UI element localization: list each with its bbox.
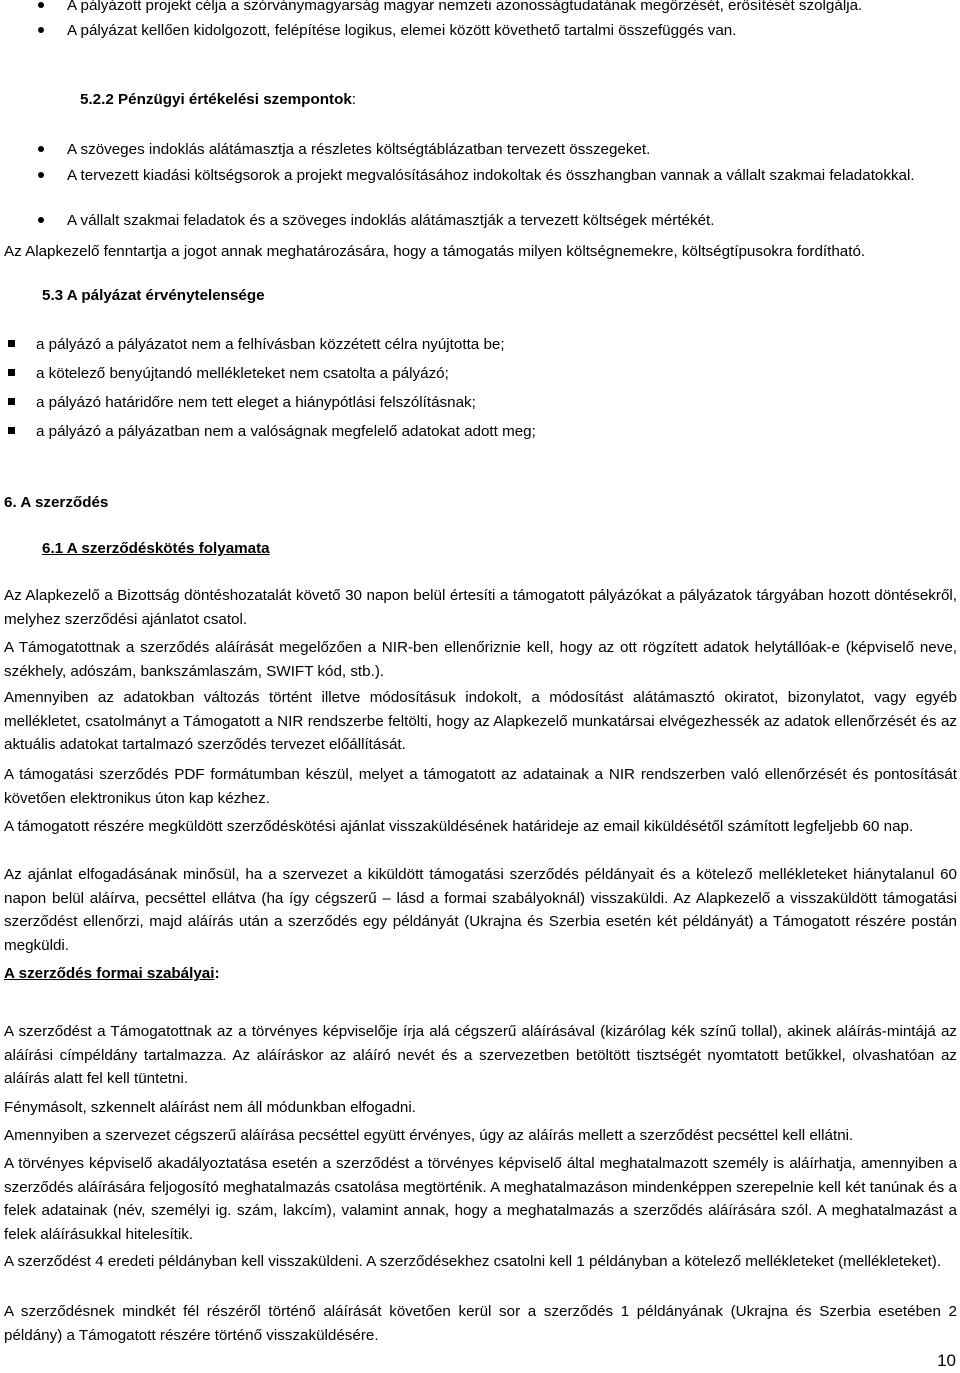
- square-bullet-icon: [8, 398, 15, 405]
- square-bullet-icon: [8, 340, 15, 347]
- bullet-dot-icon: [38, 172, 44, 178]
- paragraph: A szerződést a Támogatottnak az a törvényes képviselője írja alá cégszerű aláírásával (kizárólag kék színű tollal), akinek aláírás-mintájá az aláírási címpéldány tartalmazza. Az aláíráskor az aláíró nevét és a szervezetben betöltött tisztségét nyomtatott betűkkel, olvashatóan az aláírás alatt fel kell tüntetni.: [4, 1023, 957, 1087]
- bullet-text: A vállalt szakmai feladatok és a szöveges indoklás alátámasztják a tervezett költségek mértékét.: [67, 212, 715, 229]
- paragraph: A Támogatottnak a szerződés aláírását megelőzően a NIR-ben ellenőriznie kell, hogy az ott rögzített adatok helytállóak-e (képviselő neve, székhely, adószám, bankszámlaszám, SWIFT kód, stb.).: [4, 639, 957, 680]
- bullet-text: A pályázott projekt célja a szórványmagyarság magyar nemzeti azonosságtudatának megőrzését, erősítését szolgálja.: [67, 0, 863, 14]
- square-bullet-icon: [8, 427, 15, 434]
- paragraph: Az ajánlat elfogadásának minősül, ha a szervezet a kiküldött támogatási szerződés példányait és a kötelező mellékleteket hiánytalanul 60 napon belül aláírva, pecséttel ellátva (ha így cégszerű – lásd a formai szabályoknál) visszaküldi. Az Alapkezelő a visszaküldött támogatási szerződést ellenőrzi, majd aláírás után a szerződés egy példányát (Ukrajna és Szerbia esetén két példányát) a Támogatott részére postán megküldi.: [4, 866, 957, 954]
- section-522-note: Az Alapkezelő fenntartja a jogot annak meghatározására, hogy a támogatás milyen költségnemekre, költségtípusokra fordítható.: [4, 243, 866, 260]
- paragraph: A támogatott részére megküldött szerződéskötési ajánlat visszaküldésének határideje az email kiküldésétől számított legfeljebb 60 nap.: [4, 818, 914, 835]
- bullet-text: A pályázat kellően kidolgozott, felépítése logikus, elemei között követhető tartalmi összefüggés van.: [67, 22, 737, 39]
- paragraph: Amennyiben az adatokban változás történt illetve módosításuk indokolt, a módosítást alátámasztó okiratot, bizonylatot, vagy egyéb mellékletet, csatolmányt a Támogatott a NIR rendszerbe feltölti, hogy az Alapkezelő munkatársai elvégezhessék az adatok ellenőrzését és az aktuális adatokat tartalmazó szerződés tervezet előállítását.: [4, 689, 957, 753]
- page-number: 10: [937, 1351, 956, 1370]
- paragraph: Fénymásolt, szkennelt aláírást nem áll módunkban elfogadni.: [4, 1099, 416, 1116]
- bullet-dot-icon: [38, 27, 44, 33]
- bullet-dot-icon: [38, 2, 44, 8]
- list-item-text: a kötelező benyújtandó mellékleteket nem csatolta a pályázó;: [36, 365, 449, 382]
- bullet-text: A szöveges indoklás alátámasztja a részletes költségtáblázatban tervezett összegeket.: [67, 141, 651, 158]
- paragraph: A szerződést 4 eredeti példányban kell visszaküldeni. A szerződésekhez csatolni kell 1 példányban a kötelező mellékleteket (mellékleteket).: [4, 1253, 942, 1270]
- section-61-heading: 6.1 A szerződéskötés folyamata: [42, 540, 270, 557]
- list-item-text: a pályázó a pályázatot nem a felhívásban közzétett célra nyújtotta be;: [36, 336, 505, 353]
- paragraph: A támogatási szerződés PDF formátumban készül, melyet a támogatott az adatainak a NIR rendszerben való ellenőrzését és pontosítását követően elektronikus úton kap kézhez.: [4, 766, 957, 807]
- square-bullet-icon: [8, 369, 15, 376]
- section-53-heading: 5.3 A pályázat érvénytelensége: [42, 287, 265, 304]
- section-522-heading: 5.2.2 Pénzügyi értékelési szempontok:: [80, 91, 357, 108]
- list-item-text: a pályázó határidőre nem tett eleget a hiánypótlási felszólításnak;: [36, 394, 476, 411]
- bullet-text: A tervezett kiadási költségsorok a projekt megvalósításához indokoltak és összhangban vannak a vállalt szakmai feladatokkal.: [67, 167, 915, 184]
- bullet-dot-icon: [38, 146, 44, 152]
- paragraph: A szerződésnek mindkét fél részéről történő aláírását követően kerül sor a szerződés 1 példányának (Ukrajna és Szerbia esetében 2 példány) a Támogatott részére történő visszaküldésére.: [4, 1303, 957, 1344]
- bullet-dot-icon: [38, 217, 44, 223]
- paragraph: Az Alapkezelő a Bizottság döntéshozatalát követő 30 napon belül értesíti a támogatott pályázókat a pályázatok tárgyában hozott döntésekről, melyhez szerződési ajánlatot csatol.: [4, 587, 957, 628]
- list-item-text: a pályázó a pályázatban nem a valóságnak megfelelő adatokat adott meg;: [36, 423, 536, 440]
- formal-rules-heading: A szerződés formai szabályai:: [4, 965, 220, 982]
- paragraph: A törvényes képviselő akadályoztatása esetén a szerződést a törvényes képviselő által meghatalmazott személy is aláírhatja, amennyiben a szerződés aláírására feljogosító meghatalmazás csatolása megtörténik. A meghatalmazáson mindenképpen szerepelnie kell két tanúnak és a felek adatainak (név, személyi ig. szám, lakcím), valamint annak, hogy a meghatalmazás a szerződés aláírására szól. A meghatalmazást a felek aláírásukkal hitelesítik.: [4, 1155, 957, 1243]
- paragraph: Amennyiben a szervezet cégszerű aláírása pecséttel együtt érvényes, úgy az aláírás mellett a szerződést pecséttel kell ellátni.: [4, 1127, 854, 1144]
- section-6-heading: 6. A szerződés: [4, 494, 109, 511]
